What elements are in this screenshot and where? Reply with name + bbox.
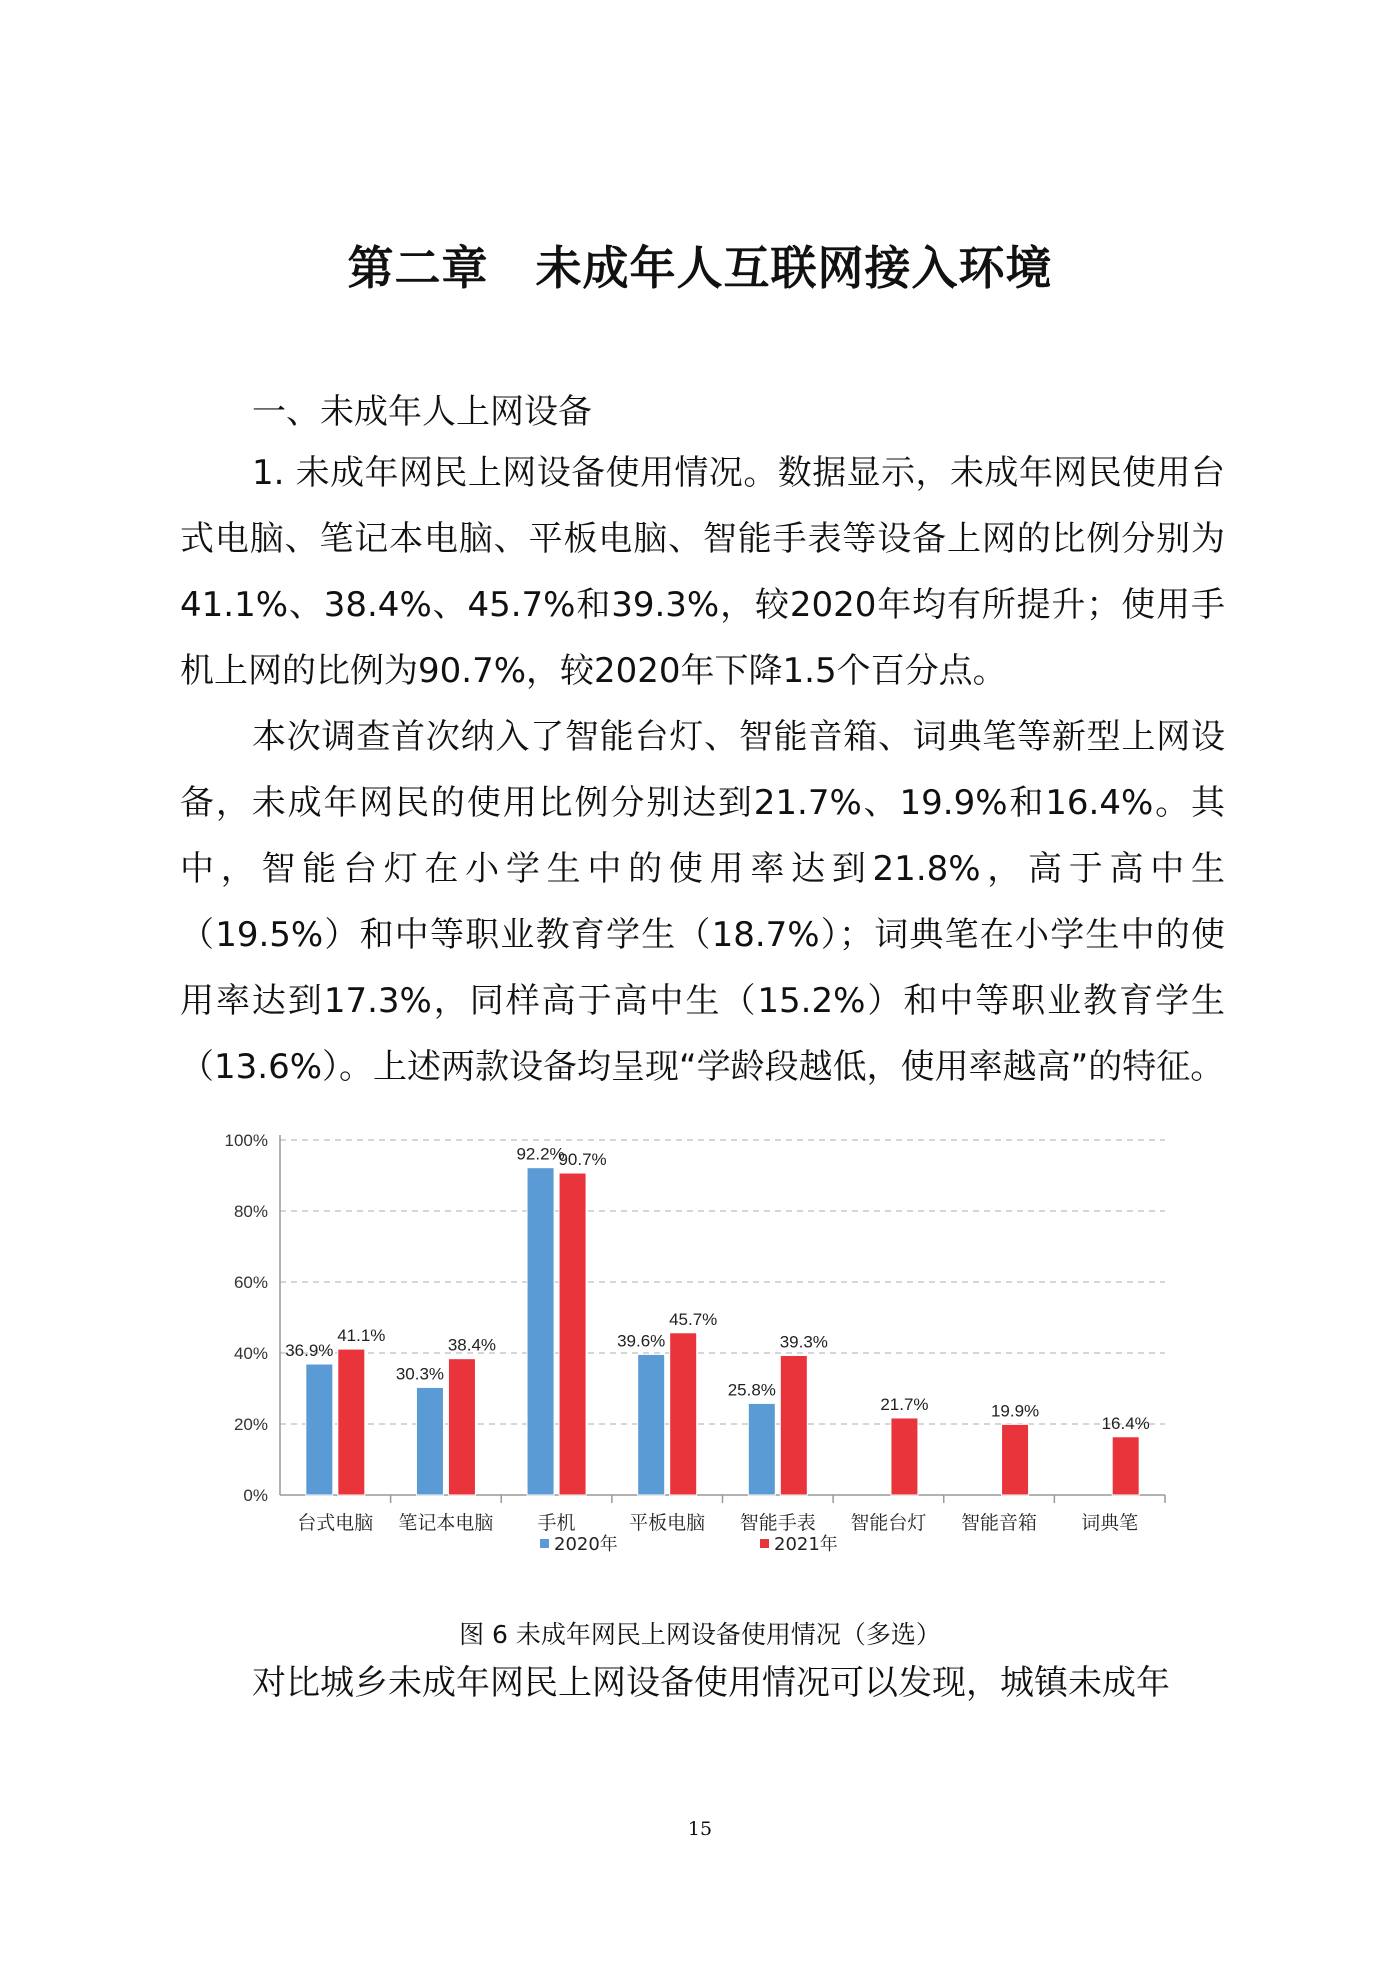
bar-2021 — [1112, 1437, 1139, 1495]
bar-2020 — [527, 1168, 554, 1495]
x-category-label: 手机 — [537, 1512, 576, 1534]
page-number: 15 — [687, 1818, 713, 1840]
data-label: 92.2% — [516, 1144, 565, 1164]
data-label: 21.7% — [880, 1394, 929, 1414]
y-tick-label: 40% — [233, 1344, 268, 1363]
bar-2020 — [416, 1387, 443, 1495]
data-label: 25.8% — [727, 1380, 776, 1400]
section-heading: 一、未成年人上网设备 — [252, 392, 592, 432]
bar-2021 — [891, 1418, 918, 1495]
bar-2020 — [748, 1403, 775, 1495]
bar-2021 — [780, 1355, 807, 1495]
bar-2021 — [559, 1173, 586, 1495]
x-category-label: 词典笔 — [1081, 1512, 1139, 1534]
data-label: 19.9% — [990, 1401, 1040, 1421]
data-label: 16.4% — [1101, 1413, 1150, 1433]
legend-swatch — [760, 1539, 769, 1548]
data-label: 41.1% — [337, 1326, 386, 1346]
figure-caption: 图 6 未成年网民上网设备使用情况（多选） — [459, 1620, 941, 1649]
bar-chart-svg — [200, 1110, 1200, 1580]
bar-2021 — [448, 1359, 475, 1495]
y-tick-label: 20% — [233, 1415, 268, 1434]
x-category-label: 台式电脑 — [297, 1512, 374, 1534]
x-category-label: 平板电脑 — [629, 1512, 706, 1534]
body-paragraph: 本次调查首次纳入了智能台灯、智能音箱、词典笔等新型上网设备，未成年网民的使用比例分别达到21.7%、19.9%和16.4%。其中，智能台灯在小学生中的使用率达到21.8%，高于高中生（19.5%）和中等职业教育学生（18.7%）；词典笔在小学生中的使用率达到17.3%，同样高于高中生（15.2%）和中等职业教育学生（13.6%）。上述两款设备均呈现“学龄段越低，使用率越高”的特征。 — [180, 717, 1225, 1087]
data-label: 38.4% — [447, 1335, 497, 1355]
bar-2021 — [1002, 1424, 1029, 1495]
data-label: 39.6% — [617, 1331, 666, 1351]
legend-label: 2021年 — [774, 1534, 838, 1555]
legend-swatch — [540, 1539, 549, 1548]
x-category-label: 智能手表 — [739, 1512, 816, 1534]
bar-2020 — [638, 1354, 665, 1495]
chapter-title: 第二章 未成年人互联网接入环境 — [347, 241, 1053, 295]
legend-label: 2020年 — [554, 1534, 618, 1555]
bar-2021 — [338, 1349, 365, 1495]
bar-2020 — [306, 1364, 333, 1495]
y-tick-label: 0% — [243, 1486, 268, 1505]
data-label: 45.7% — [669, 1309, 718, 1329]
bar-2021 — [670, 1333, 697, 1495]
y-tick-label: 80% — [233, 1202, 268, 1221]
x-category-label: 智能台灯 — [850, 1512, 927, 1534]
data-label: 39.3% — [779, 1332, 828, 1352]
y-tick-label: 60% — [233, 1273, 268, 1292]
data-label: 30.3% — [395, 1364, 445, 1384]
x-category-label: 智能音箱 — [961, 1512, 1038, 1534]
x-category-label: 笔记本电脑 — [398, 1512, 494, 1534]
device-usage-chart — [200, 1110, 1200, 1580]
data-label: 36.9% — [285, 1341, 334, 1361]
body-paragraph: 对比城乡未成年网民上网设备使用情况可以发现，城镇未成年 — [252, 1663, 1170, 1703]
body-paragraph: 1. 未成年网民上网设备使用情况。数据显示，未成年网民使用台式电脑、笔记本电脑、平板电脑、智能手表等设备上网的比例分别为41.1%、38.4%、45.7%和39.3%，较2020年均有所提升；使用手机上网的比例为90.7%，较2020年下降1.5个百分点。 — [180, 453, 1225, 691]
y-tick-label: 100% — [224, 1131, 268, 1150]
data-label: 90.7% — [558, 1150, 607, 1170]
